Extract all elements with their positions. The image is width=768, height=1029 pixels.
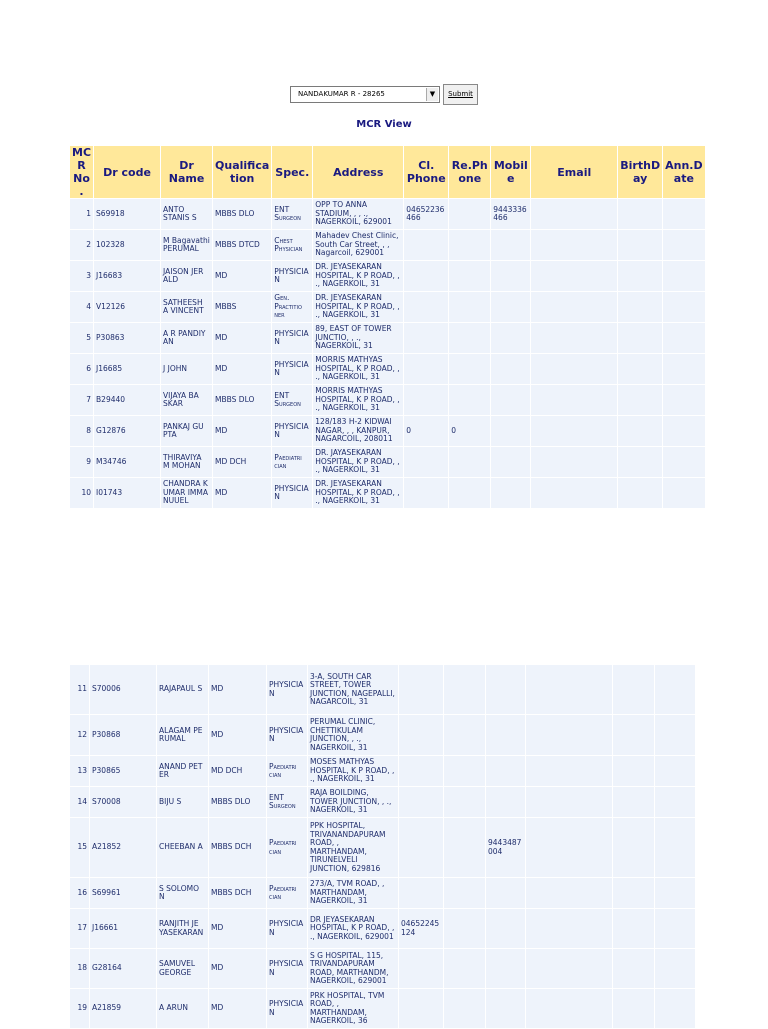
mcr-no-cell: 19: [70, 989, 90, 1029]
email-cell: [531, 416, 618, 447]
dr-name-cell: THIRAVIYA M MOHAN: [161, 447, 213, 478]
dr-name-cell: M Bagavathi PERUMAL: [161, 230, 213, 261]
mobile-cell: [486, 989, 526, 1029]
cl-phone-cell: [399, 787, 444, 818]
spec-cell: Paediatri cian: [267, 878, 308, 909]
birthday-cell: [618, 199, 663, 230]
birthday-cell: [618, 323, 663, 354]
birthday-cell: [613, 665, 655, 715]
qualification-cell: MD DCH: [213, 447, 272, 478]
dr-code-cell: I01743: [94, 478, 161, 509]
address-cell: DR JEYASEKARAN HOSPITAL, K P ROAD, , ., NAGERKOIL, 629001: [308, 909, 399, 949]
address-cell: S G HOSPITAL, 115, TRIVANDAPURAM ROAD, MARTHANDM, NAGERKOIL, 629001: [308, 949, 399, 989]
email-cell: [526, 818, 613, 878]
qualification-cell: MD: [213, 261, 272, 292]
qualification-cell: MBBS DLO: [213, 199, 272, 230]
re-phone-cell: [449, 230, 491, 261]
email-cell: [526, 909, 613, 949]
cl-phone-cell: [399, 665, 444, 715]
re-phone-cell: [444, 818, 486, 878]
address-cell: DR. JEYASEKARAN HOSPITAL, K P ROAD, , ., NAGERKOIL, 31: [313, 261, 404, 292]
spec-cell: Paediatri cian: [267, 756, 308, 787]
mcr-no-cell: 11: [70, 665, 90, 715]
doctor-select-value: NANDAKUMAR R - 28265: [298, 90, 385, 98]
chevron-down-icon[interactable]: ▼: [426, 88, 438, 101]
re-phone-cell: [444, 989, 486, 1029]
email-cell: [531, 385, 618, 416]
email-cell: [531, 478, 618, 509]
ann-date-cell: [663, 478, 706, 509]
qualification-cell: MD: [213, 416, 272, 447]
table-row: [70, 949, 696, 989]
qualification-cell: MD: [209, 949, 267, 989]
birthday-cell: [618, 230, 663, 261]
address-cell: PERUMAL CLINIC, CHETTIKULAM JUNCTION, , ., NAGERKOIL, 31: [308, 715, 399, 756]
spec-cell: ENT Surgeon: [267, 787, 308, 818]
address-cell: DR. JEYASEKARAN HOSPITAL, K P ROAD, , ., NAGERKOIL, 31: [313, 478, 404, 509]
table-row: [70, 416, 706, 447]
ann-date-cell: [655, 909, 696, 949]
email-cell: [531, 323, 618, 354]
submit-button[interactable]: Submit: [443, 84, 478, 105]
qualification-cell: MBBS DLO: [209, 787, 267, 818]
qualification-cell: MBBS DTCD: [213, 230, 272, 261]
table-row: [70, 323, 706, 354]
spec-cell: PHYSICIA N: [272, 323, 313, 354]
col-header-dr-name: Dr Name: [161, 146, 213, 199]
dr-code-cell: J16661: [90, 909, 157, 949]
dr-name-cell: A R PANDIY AN: [161, 323, 213, 354]
mcr-no-cell: 5: [70, 323, 94, 354]
mcr-no-cell: 6: [70, 354, 94, 385]
table-row: [70, 478, 706, 509]
email-cell: [526, 665, 613, 715]
re-phone-cell: [449, 199, 491, 230]
cl-phone-cell: [404, 447, 449, 478]
spec-cell: Paediatri cian: [267, 818, 308, 878]
ann-date-cell: [663, 323, 706, 354]
cl-phone-cell: 04652245 124: [399, 909, 444, 949]
ann-date-cell: [655, 756, 696, 787]
table-row: [70, 715, 696, 756]
email-cell: [531, 261, 618, 292]
spec-cell: PHYSICIA N: [267, 989, 308, 1029]
col-header-re-phone: Re.Ph one: [449, 146, 491, 199]
dr-code-cell: M34746: [94, 447, 161, 478]
mobile-cell: [486, 787, 526, 818]
ann-date-cell: [663, 261, 706, 292]
cl-phone-cell: [399, 949, 444, 989]
qualification-cell: MD: [213, 354, 272, 385]
doctor-select[interactable]: [290, 86, 440, 103]
qualification-cell: MBBS DCH: [209, 878, 267, 909]
re-phone-cell: [444, 949, 486, 989]
spec-cell: PHYSICIA N: [272, 354, 313, 385]
address-cell: PRK HOSPITAL, TVM ROAD, , MARTHANDAM, NAGERKOIL, 36: [308, 989, 399, 1029]
address-cell: OPP TO ANNA STADIUM, , , ., NAGERKOIL, 629001: [313, 199, 404, 230]
re-phone-cell: [449, 354, 491, 385]
ann-date-cell: [655, 989, 696, 1029]
ann-date-cell: [663, 199, 706, 230]
col-header-dr-code: Dr code: [94, 146, 161, 199]
qualification-cell: MD: [209, 989, 267, 1029]
dr-code-cell: J16683: [94, 261, 161, 292]
cl-phone-cell: [399, 756, 444, 787]
mobile-cell: [486, 756, 526, 787]
spec-cell: PHYSICIA N: [272, 478, 313, 509]
email-cell: [526, 756, 613, 787]
table-row: [70, 354, 706, 385]
address-cell: DR. JAYASEKARAN HOSPITAL, K P ROAD, , ., NAGERKOIL, 31: [313, 447, 404, 478]
email-cell: [531, 447, 618, 478]
dr-code-cell: V12126: [94, 292, 161, 323]
qualification-cell: MD: [213, 323, 272, 354]
birthday-cell: [613, 818, 655, 878]
table-header-row: [70, 146, 706, 199]
birthday-cell: [613, 878, 655, 909]
spec-cell: PHYSICIA N: [272, 261, 313, 292]
dr-code-cell: S69961: [90, 878, 157, 909]
col-header-qualification: Qualifica tion: [213, 146, 272, 199]
re-phone-cell: [444, 909, 486, 949]
spec-cell: ENT Surgeon: [272, 385, 313, 416]
dr-name-cell: BIJU S: [157, 787, 209, 818]
email-cell: [526, 878, 613, 909]
dr-name-cell: ANAND PET ER: [157, 756, 209, 787]
cl-phone-cell: [404, 478, 449, 509]
table-row: [70, 787, 696, 818]
dr-code-cell: B29440: [94, 385, 161, 416]
col-header-address: Address: [313, 146, 404, 199]
dr-name-cell: CHANDRA K UMAR IMMA NUUEL: [161, 478, 213, 509]
cl-phone-cell: 0: [404, 416, 449, 447]
dr-name-cell: ALAGAM PE RUMAL: [157, 715, 209, 756]
mcr-no-cell: 4: [70, 292, 94, 323]
cl-phone-cell: [404, 292, 449, 323]
qualification-cell: MD: [209, 909, 267, 949]
mcr-table: [69, 145, 706, 509]
dr-name-cell: A ARUN: [157, 989, 209, 1029]
re-phone-cell: [449, 261, 491, 292]
mobile-cell: [491, 354, 531, 385]
ann-date-cell: [663, 416, 706, 447]
email-cell: [531, 230, 618, 261]
qualification-cell: MD: [213, 478, 272, 509]
spec-cell: PHYSICIA N: [267, 665, 308, 715]
dr-code-cell: P30863: [94, 323, 161, 354]
spec-cell: PHYSICIA N: [272, 416, 313, 447]
spec-cell: PHYSICIA N: [267, 949, 308, 989]
dr-code-cell: G28164: [90, 949, 157, 989]
email-cell: [526, 715, 613, 756]
table-row: [70, 447, 706, 478]
email-cell: [531, 199, 618, 230]
birthday-cell: [618, 416, 663, 447]
birthday-cell: [613, 949, 655, 989]
mobile-cell: [486, 949, 526, 989]
re-phone-cell: [449, 478, 491, 509]
address-cell: 128/183 H-2 KIDWAI NAGAR, , , KANPUR, NAGARCOIL, 208011: [313, 416, 404, 447]
mcr-no-cell: 18: [70, 949, 90, 989]
dr-code-cell: 102328: [94, 230, 161, 261]
ann-date-cell: [655, 949, 696, 989]
address-cell: 3-A, SOUTH CAR STREET, TOWER JUNCTION, NAGEPALLI, NAGARCOIL, 31: [308, 665, 399, 715]
spec-cell: ENT Surgeon: [272, 199, 313, 230]
page-title: MCR View: [356, 119, 412, 130]
qualification-cell: MBBS DCH: [209, 818, 267, 878]
qualification-cell: MBBS DLO: [213, 385, 272, 416]
table-row: [70, 385, 706, 416]
mcr-no-cell: 3: [70, 261, 94, 292]
cl-phone-cell: [399, 878, 444, 909]
qualification-cell: MD DCH: [209, 756, 267, 787]
table-row: [70, 292, 706, 323]
mcr-no-cell: 8: [70, 416, 94, 447]
cl-phone-cell: [404, 323, 449, 354]
dr-code-cell: S70006: [90, 665, 157, 715]
re-phone-cell: [444, 787, 486, 818]
email-cell: [526, 989, 613, 1029]
cl-phone-cell: [404, 261, 449, 292]
col-header-mcr-no: MC R No .: [70, 146, 94, 199]
col-header-spec: Spec.: [272, 146, 313, 199]
birthday-cell: [613, 909, 655, 949]
re-phone-cell: [449, 292, 491, 323]
col-header-mobile: Mobil e: [491, 146, 531, 199]
birthday-cell: [618, 478, 663, 509]
mobile-cell: [486, 665, 526, 715]
ann-date-cell: [655, 715, 696, 756]
ann-date-cell: [655, 818, 696, 878]
col-header-email: Email: [531, 146, 618, 199]
birthday-cell: [618, 292, 663, 323]
cl-phone-cell: [399, 818, 444, 878]
address-cell: 89, EAST OF TOWER JUNCTIO, , ., NAGERKOIL, 31: [313, 323, 404, 354]
dr-code-cell: A21852: [90, 818, 157, 878]
email-cell: [526, 787, 613, 818]
mobile-cell: [491, 323, 531, 354]
dr-code-cell: S70008: [90, 787, 157, 818]
spec-cell: Paediatri cian: [272, 447, 313, 478]
mcr-table-page-2: [69, 664, 696, 1029]
mcr-no-cell: 1: [70, 199, 94, 230]
dr-name-cell: JAISON JER ALD: [161, 261, 213, 292]
mcr-no-cell: 16: [70, 878, 90, 909]
spec-cell: PHYSICIA N: [267, 909, 308, 949]
address-cell: MORRIS MATHYAS HOSPITAL, K P ROAD, , ., NAGERKOIL, 31: [313, 385, 404, 416]
birthday-cell: [613, 715, 655, 756]
re-phone-cell: [444, 878, 486, 909]
re-phone-cell: [444, 665, 486, 715]
mcr-no-cell: 13: [70, 756, 90, 787]
ann-date-cell: [663, 354, 706, 385]
re-phone-cell: [449, 385, 491, 416]
table-row: [70, 230, 706, 261]
table-row: [70, 665, 696, 715]
mobile-cell: [486, 878, 526, 909]
table-row: [70, 989, 696, 1029]
col-header-birthday: BirthD ay: [618, 146, 663, 199]
mcr-no-cell: 12: [70, 715, 90, 756]
cl-phone-cell: 04652236 466: [404, 199, 449, 230]
re-phone-cell: [449, 323, 491, 354]
qualification-cell: MD: [209, 665, 267, 715]
re-phone-cell: [444, 715, 486, 756]
dr-code-cell: P30868: [90, 715, 157, 756]
re-phone-cell: [444, 756, 486, 787]
col-header-cl-phone: Cl. Phone: [404, 146, 449, 199]
ann-date-cell: [663, 385, 706, 416]
mcr-no-cell: 10: [70, 478, 94, 509]
mcr-no-cell: 2: [70, 230, 94, 261]
table-row: [70, 909, 696, 949]
cl-phone-cell: [404, 354, 449, 385]
spec-cell: PHYSICIA N: [267, 715, 308, 756]
dr-name-cell: RAJAPAUL S: [157, 665, 209, 715]
cl-phone-cell: [399, 715, 444, 756]
birthday-cell: [618, 261, 663, 292]
email-cell: [531, 354, 618, 385]
col-header-ann-date: Ann.D ate: [663, 146, 706, 199]
birthday-cell: [613, 989, 655, 1029]
spec-cell: Gen. Practitio ner: [272, 292, 313, 323]
mcr-no-cell: 9: [70, 447, 94, 478]
cl-phone-cell: [399, 989, 444, 1029]
ann-date-cell: [663, 230, 706, 261]
mcr-no-cell: 17: [70, 909, 90, 949]
email-cell: [526, 949, 613, 989]
ann-date-cell: [655, 878, 696, 909]
qualification-cell: MBBS: [213, 292, 272, 323]
table-row: [70, 199, 706, 230]
dr-code-cell: S69918: [94, 199, 161, 230]
birthday-cell: [618, 354, 663, 385]
cl-phone-cell: [404, 230, 449, 261]
mobile-cell: [491, 478, 531, 509]
dr-code-cell: A21859: [90, 989, 157, 1029]
mobile-cell: [491, 230, 531, 261]
table-row: [70, 878, 696, 909]
ann-date-cell: [663, 447, 706, 478]
re-phone-cell: [449, 447, 491, 478]
mobile-cell: 9443336 466: [491, 199, 531, 230]
dr-name-cell: SATHEESH A VINCENT: [161, 292, 213, 323]
email-cell: [531, 292, 618, 323]
mobile-cell: [486, 909, 526, 949]
dr-name-cell: RANJITH JE YASEKARAN: [157, 909, 209, 949]
table-row: [70, 818, 696, 878]
dr-code-cell: P30865: [90, 756, 157, 787]
ann-date-cell: [663, 292, 706, 323]
address-cell: Mahadev Chest Clinic, South Car Street, , , Nagarcoil, 629001: [313, 230, 404, 261]
table-row: [70, 756, 696, 787]
dr-name-cell: PANKAJ GU PTA: [161, 416, 213, 447]
birthday-cell: [613, 787, 655, 818]
mobile-cell: [491, 385, 531, 416]
mcr-no-cell: 7: [70, 385, 94, 416]
table-row: [70, 261, 706, 292]
qualification-cell: MD: [209, 715, 267, 756]
dr-name-cell: SAMUVEL GEORGE: [157, 949, 209, 989]
address-cell: 273/A, TVM ROAD, , MARTHANDAM, NAGERKOIL, 31: [308, 878, 399, 909]
mcr-no-cell: 14: [70, 787, 90, 818]
dr-name-cell: J JOHN: [161, 354, 213, 385]
address-cell: MOSES MATHYAS HOSPITAL, K P ROAD, , ., NAGERKOIL, 31: [308, 756, 399, 787]
dr-name-cell: S SOLOMO N: [157, 878, 209, 909]
birthday-cell: [613, 756, 655, 787]
mobile-cell: [491, 261, 531, 292]
address-cell: DR. JEYASEKARAN HOSPITAL, K P ROAD, , ., NAGERKOIL, 31: [313, 292, 404, 323]
mobile-cell: [491, 416, 531, 447]
spec-cell: Chest Physician: [272, 230, 313, 261]
dr-name-cell: CHEEBAN A: [157, 818, 209, 878]
dr-name-cell: VIJAYA BA SKAR: [161, 385, 213, 416]
address-cell: RAJA BOILDING, TOWER JUNCTION, , ., NAGERKOIL, 31: [308, 787, 399, 818]
ann-date-cell: [655, 665, 696, 715]
dr-code-cell: J16685: [94, 354, 161, 385]
address-cell: MORRIS MATHYAS HOSPITAL, K P ROAD, , ., NAGERKOIL, 31: [313, 354, 404, 385]
re-phone-cell: 0: [449, 416, 491, 447]
mcr-no-cell: 15: [70, 818, 90, 878]
mobile-cell: [486, 715, 526, 756]
mobile-cell: [491, 447, 531, 478]
cl-phone-cell: [404, 385, 449, 416]
ann-date-cell: [655, 787, 696, 818]
dr-code-cell: G12876: [94, 416, 161, 447]
birthday-cell: [618, 385, 663, 416]
dr-name-cell: ANTO STANIS S: [161, 199, 213, 230]
birthday-cell: [618, 447, 663, 478]
mobile-cell: 9443487 004: [486, 818, 526, 878]
address-cell: PPK HOSPITAL, TRIVANANDAPURAM ROAD, , MARTHANDAM, TIRUNELVELI JUNCTION, 629816: [308, 818, 399, 878]
mobile-cell: [491, 292, 531, 323]
